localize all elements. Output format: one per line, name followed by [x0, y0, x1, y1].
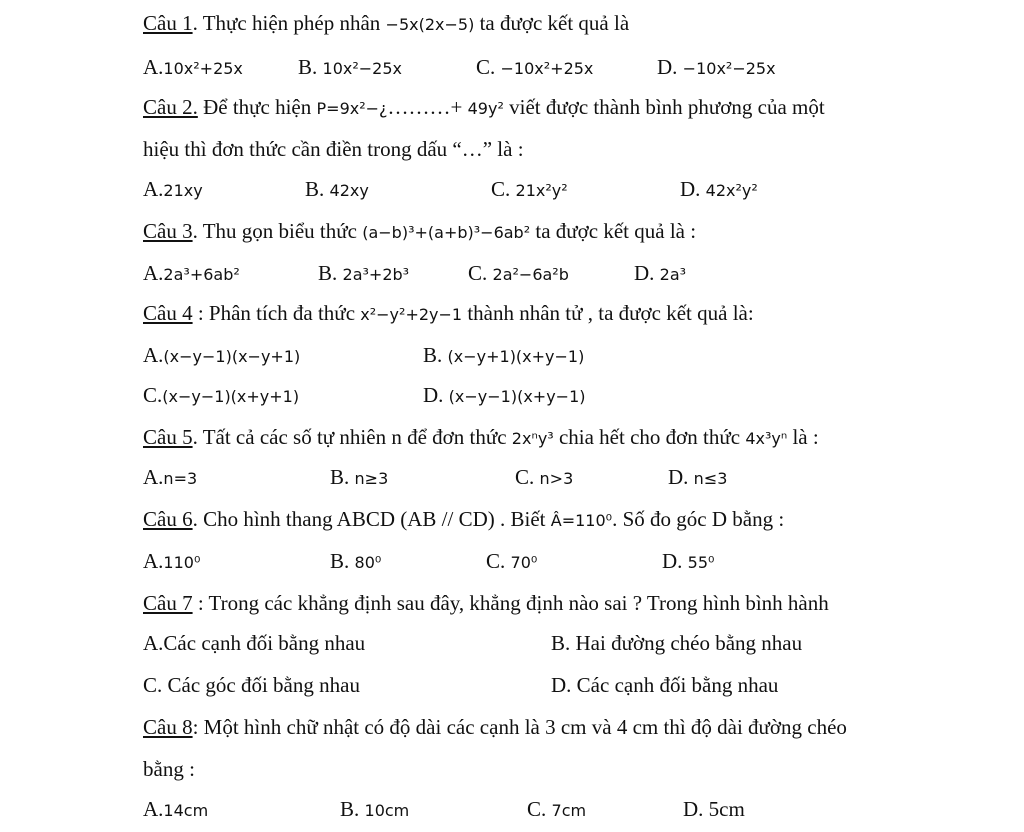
option-b[interactable]	[330, 464, 388, 492]
option-b[interactable]	[318, 260, 409, 288]
option-letter: C.	[476, 55, 496, 79]
math-expression: x²−y²+2y−1	[360, 305, 463, 324]
option-letter: A.	[143, 549, 164, 573]
question-text: . Cho hình thang ABCD (AB // CD) . Biết	[192, 507, 546, 531]
option-letter: B.	[340, 797, 360, 821]
option-math: 110⁰	[163, 553, 201, 572]
option-d[interactable]	[634, 260, 686, 288]
option-c[interactable]	[468, 260, 569, 288]
option-b[interactable]	[305, 176, 369, 204]
option-math: n=3	[163, 469, 198, 488]
option-math: n≥3	[354, 469, 389, 488]
option-math: 80⁰	[354, 553, 382, 572]
option-c[interactable]	[143, 382, 299, 410]
option-letter: D.	[634, 261, 655, 285]
option-letter: B.	[298, 55, 318, 79]
option-a[interactable]	[143, 796, 208, 824]
option-letter: C.	[527, 797, 547, 821]
option-d[interactable]	[668, 464, 727, 492]
question-text: thành nhân tử , ta được kết quả là:	[467, 301, 754, 325]
question-label: Câu 7	[143, 591, 193, 615]
option-c[interactable]	[515, 464, 573, 492]
question-label: Câu 5	[143, 425, 193, 449]
question-6	[143, 506, 784, 534]
question-text: chia hết cho đơn thức	[558, 425, 741, 449]
math-expression: 4x³yⁿ	[745, 429, 788, 448]
question-text: : Một hình chữ nhật có độ dài các cạnh là 3 cm và 4 cm thì độ dài đường chéo	[192, 715, 847, 739]
option-math: (x−y+1)(x+y−1)	[447, 347, 585, 366]
option-d[interactable]	[423, 382, 586, 410]
option-d[interactable]	[657, 54, 776, 82]
question-2	[143, 94, 825, 122]
option-math: 2a³+2b³	[342, 265, 410, 284]
option-d[interactable]	[662, 548, 714, 576]
option-a[interactable]	[143, 176, 203, 204]
option-a[interactable]	[143, 260, 240, 288]
option-math: 10x²+25x	[163, 59, 243, 78]
option-letter: A.	[143, 261, 164, 285]
option-letter: B.	[330, 465, 350, 489]
question-text: Để thực hiện	[203, 95, 312, 119]
question-text: . Thu gọn biểu thức	[192, 219, 357, 243]
question-text: . Tất cả các số tự nhiên n để đơn thức	[192, 425, 507, 449]
question-label: Câu 1	[143, 11, 193, 35]
option-letter: D.	[423, 383, 444, 407]
option-a[interactable]	[143, 548, 200, 576]
question-5	[143, 424, 819, 452]
option-math: 7cm	[551, 801, 587, 820]
option-b[interactable]	[423, 342, 584, 370]
option-d[interactable]: D. Các cạnh đối bằng nhau	[551, 673, 779, 697]
option-math: 42xy	[329, 181, 369, 200]
question-text: . Thực hiện phép nhân	[192, 11, 381, 35]
option-math: 14cm	[163, 801, 209, 820]
question-label: Câu 8	[143, 715, 193, 739]
option-math: 70⁰	[510, 553, 538, 572]
option-math: 21x²y²	[515, 181, 568, 200]
math-expression: P=9x²−¿	[316, 99, 388, 118]
option-a[interactable]: A.Các cạnh đối bằng nhau	[143, 631, 366, 655]
option-letter: D.	[657, 55, 678, 79]
option-letter: B.	[423, 343, 443, 367]
math-expression: −5x(2x−5)	[385, 15, 475, 34]
option-b[interactable]	[340, 796, 409, 824]
option-b[interactable]	[298, 54, 402, 82]
question-label: Câu 3	[143, 219, 193, 243]
option-letter: B.	[318, 261, 338, 285]
option-letter: C.	[143, 383, 163, 407]
question-3	[143, 218, 696, 246]
option-math: 42x²y²	[705, 181, 758, 200]
option-math: 2a³+6ab²	[163, 265, 240, 284]
option-letter: D.	[680, 177, 701, 201]
math-expression: Â=110⁰	[550, 511, 613, 530]
option-b[interactable]	[330, 548, 381, 576]
option-math: (x−y−1)(x+y−1)	[448, 387, 586, 406]
option-letter: A.	[143, 177, 164, 201]
option-math: n≤3	[693, 469, 728, 488]
option-letter: A.	[143, 797, 164, 821]
question-8-line-2: bằng :	[143, 757, 195, 781]
option-math: (x−y−1)(x+y+1)	[162, 387, 300, 406]
option-math: (x−y−1)(x−y+1)	[163, 347, 301, 366]
option-letter: C.	[486, 549, 506, 573]
option-math: −10x²−25x	[682, 59, 776, 78]
option-math: 10cm	[364, 801, 410, 820]
option-math: 10x²−25x	[322, 59, 402, 78]
option-c[interactable]	[486, 548, 537, 576]
option-letter: C.	[491, 177, 511, 201]
option-letter: A.	[143, 465, 164, 489]
question-label: Câu 2.	[143, 95, 198, 119]
question-7	[143, 590, 829, 616]
option-c[interactable]	[527, 796, 586, 824]
math-expression: (a−b)³+(a+b)³−6ab²	[362, 223, 531, 242]
option-d[interactable]: D. 5cm	[683, 797, 745, 821]
option-c[interactable]	[476, 54, 593, 82]
option-math: 2a²−6a²b	[492, 265, 569, 284]
question-1	[143, 10, 629, 38]
option-a[interactable]	[143, 54, 243, 82]
fill-blank-dots: ………+	[387, 95, 463, 119]
question-label: Câu 6	[143, 507, 193, 531]
math-expression: 2xⁿy³	[511, 429, 554, 448]
math-expression: 49y²	[467, 99, 504, 118]
option-c[interactable]	[491, 176, 568, 204]
option-math: n>3	[539, 469, 574, 488]
question-4	[143, 300, 754, 328]
question-text: là :	[792, 425, 819, 449]
option-b[interactable]: B. Hai đường chéo bằng nhau	[551, 631, 803, 655]
option-letter: B.	[330, 549, 350, 573]
option-math: 21xy	[163, 181, 203, 200]
option-letter: D.	[662, 549, 683, 573]
option-letter: A.	[143, 343, 164, 367]
option-d[interactable]	[680, 176, 758, 204]
option-letter: C.	[468, 261, 488, 285]
option-letter: A.	[143, 55, 164, 79]
question-8	[143, 714, 847, 740]
question-text: : Trong các khẳng định sau đây, khẳng định nào sai ? Trong hình bình hành	[197, 591, 829, 615]
option-letter: B.	[305, 177, 325, 201]
option-a[interactable]	[143, 464, 197, 492]
option-math: −10x²+25x	[500, 59, 594, 78]
question-text: viết được thành bình phương của một	[509, 95, 825, 119]
option-letter: D.	[668, 465, 689, 489]
question-text: . Số đo góc D bằng :	[612, 507, 785, 531]
option-a[interactable]	[143, 342, 300, 370]
option-c[interactable]: C. Các góc đối bằng nhau	[143, 673, 360, 697]
question-text: : Phân tích đa thức	[197, 301, 356, 325]
option-letter: C.	[515, 465, 535, 489]
question-text: ta được kết quả là :	[535, 219, 697, 243]
option-math: 55⁰	[687, 553, 715, 572]
option-math: 2a³	[659, 265, 687, 284]
question-label: Câu 4	[143, 301, 193, 325]
question-text: ta được kết quả là	[479, 11, 630, 35]
question-2-line-2: hiệu thì đơn thức cần điền trong dấu “…” là :	[143, 137, 524, 161]
